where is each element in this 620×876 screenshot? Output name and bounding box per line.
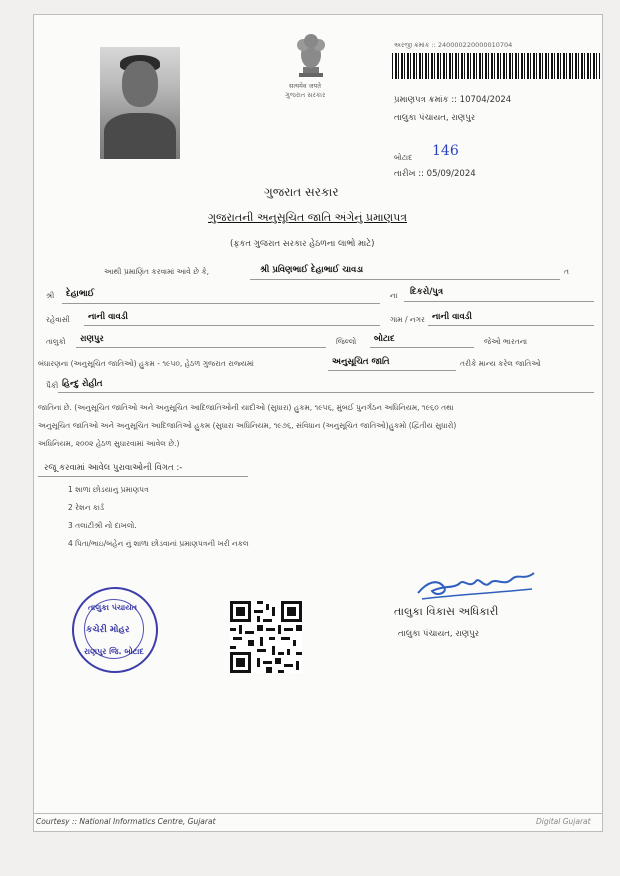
seal-middle: કચેરી મોહર (86, 625, 130, 635)
certify-text: આથી પ્રમાણિત કરવામાં આવે છે કે, (104, 267, 210, 276)
barcode (392, 53, 600, 79)
emblem-caption-1: सत्यमेव जयते (289, 82, 321, 90)
resident-value: નાની વાવડી (88, 312, 128, 322)
district-label: જિલ્લો (336, 337, 357, 346)
state-label: જેઓ ભારતના (484, 337, 528, 346)
register-number: 146 (432, 143, 459, 159)
caste-label: પૈકી (46, 381, 59, 390)
taluka-value: રાણપુર (80, 334, 104, 344)
village-value: નાની વાવડી (432, 312, 472, 322)
father-name: દેહાભાઈ (66, 289, 95, 299)
para-line-3: અધિનિયમ, ૨૦૦૨ હેઠળ સુધારવામાં આવેલ છે.) (38, 439, 180, 448)
para-line-1: જાતિના છે. (અનુસૂચિત જાતિઓ અને અનુસૂચિત આદિજાતિઓની યાદીઓ (સુધારા) હુકમ, ૧૯૫૬, મુંબઈ પુનર્ગઠન અધિનિયમ, ૧૯૬૦ તથા (38, 403, 454, 412)
seal-top: તાલુકા પંચાયત (88, 603, 138, 612)
para-line-2: અનુસૂચિત જાતિઓ અને અનુસૂચિત આદિજાતિઓ હુકમ (સુધારા અધિનિયમ, ૧૯૭૬, સંવિધાન (અનુસૂચિત જાતિઓ)હુકમો (દ્વિતીય સુધારો) (38, 421, 457, 430)
category-value: અનુસૂચિત જાતિ (332, 357, 390, 367)
signatory-office: તાલુકા પંચાયત, રાણપુર (398, 629, 480, 639)
certificate-title: ગુજરાતની અનુસૂચિત જાતિ અંગેનું પ્રમાણપત્ર (208, 211, 408, 224)
certificate-subtitle: (ફકત ગુજરાત સરકાર હેઠળના લાભો માટે) (230, 239, 375, 249)
application-number: અરજી ક્રમાંક :: 240000220000010704 (394, 41, 513, 49)
order-text: બંધારણના (અનુસૂચિત જાતિઓ) હુકમ - ૧૯૫૦, હેઠળ ગુજરાત રાજ્યમાં (38, 359, 254, 368)
na-label: ના (390, 291, 398, 300)
documents-heading: રજૂ કરવામાં આવેલ પુરાવાઓની વિગત :- (44, 463, 183, 473)
applicant-name: શ્રી પ્રવિણભાઈ દેહાભાઈ ચાવડા (260, 265, 364, 275)
shri-label: શ્રી (46, 291, 55, 300)
relation: દિકરો/પુત્ર (410, 287, 444, 297)
document-item: 4 પિતા/ભાઇ/બહેન નું શાળા છોડવાનાં પ્રમાણપત્રની ખરી નકલ (68, 539, 249, 548)
document-item: 1 શાળા છોડયાનુ પ્રમાણપત્ર (68, 485, 149, 494)
certificate-page (33, 14, 603, 832)
issue-date: તારીખ :: 05/09/2024 (394, 169, 476, 179)
line1-suffix: ત (564, 267, 569, 276)
certificate-number: પ્રમાણપત્ર ક્રમાંક :: 10704/2024 (394, 95, 512, 105)
resident-label: રહેવાસી (46, 315, 70, 324)
document-item: 3 તલાટીશ્રી નો દાખલો. (68, 521, 137, 530)
office-seal (72, 587, 158, 673)
seal-bottom: રાણપુર જિ. બોટાદ (84, 647, 144, 656)
document-item: 2 રેશન કાર્ડ (68, 503, 105, 512)
district-value: બોટાદ (374, 334, 395, 344)
government-heading: ગુજરાત સરકાર (264, 185, 339, 199)
qr-code (230, 601, 302, 673)
issuing-office: તાલુકા પંચાયત, રાણપુર (394, 113, 476, 123)
emblem-caption-2: ગુજરાત સરકાર (285, 91, 326, 99)
state-emblem-icon (283, 25, 339, 103)
applicant-photo (100, 47, 180, 159)
signatory-designation: તાલુકા વિકાસ અધિકારી (394, 605, 499, 618)
village-label: ગામ / નગર (390, 315, 425, 324)
caste-value: હિન્દુ રોહીત (62, 379, 103, 389)
signature-icon (414, 567, 544, 603)
footer-brand: Digital Gujarat (536, 817, 591, 826)
footer-courtesy: Courtesy :: National Informatics Centre, Gujarat (36, 817, 216, 826)
order-suffix: તરીકે માન્ય કરેલ જાતિઓ (460, 359, 541, 368)
taluka-label: તાલુકો (46, 337, 66, 346)
register-label: બોટાદ (394, 153, 413, 162)
